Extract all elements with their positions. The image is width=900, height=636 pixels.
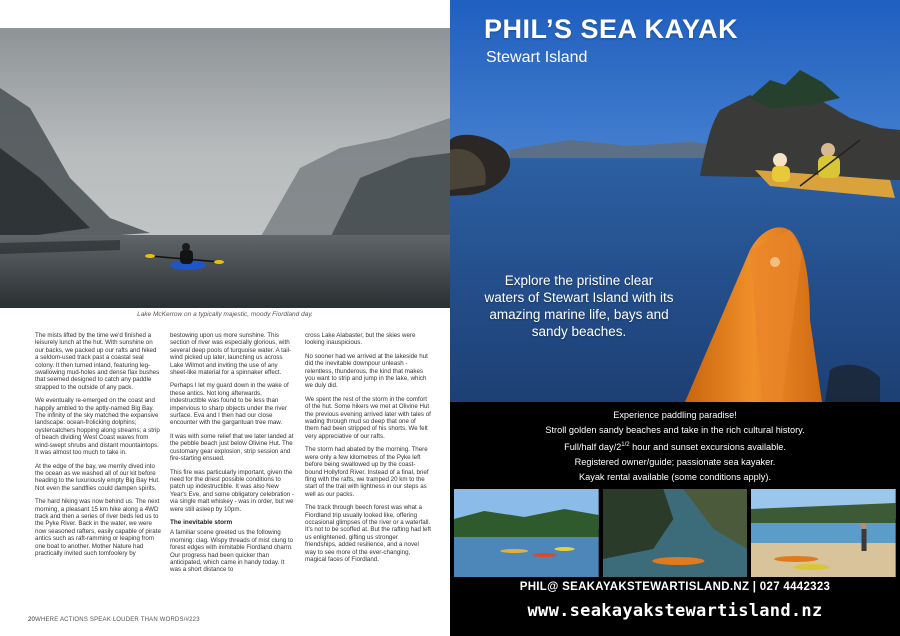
- advert-contact: PHIL@ SEAKAYAKSTEWARTISLAND.NZ | 027 4442323: [519, 581, 831, 593]
- article-column-3: [305, 332, 431, 604]
- advert-tagline: Explore the pristine clear waters of Stewart Island with its amazing marine life, bays and sandy beaches.: [484, 273, 674, 339]
- info-line: Experience paddling paradise!: [613, 410, 737, 420]
- page-number: 20: [28, 617, 36, 623]
- paragraph: At the edge of the bay, we merrily dived into the ocean as we washed all of our kit before heading to the luxuriously empty Big Bay Hut. Not even the sandflies could dampen spirits.: [35, 462, 160, 492]
- paragraph: We eventually re-emerged on the coast and happily ambled to the aptly-named Big Bay. The infinity of the sky matched the expansive landscape: ocean-frolicking dolphins; oystercatchers hopping along streams; a strip of beach dividing West Coast waves from wind-swept shrubs and distant mountaintops. It was almost too much to take in.: [35, 397, 160, 457]
- paragraph: bestowing upon us more sunshine. This section of river was especially glorious, with several deep pools of turquoise water. A tail-wind picked up later, launching us across Lake Wilmot and inviting the use of any sheet-like material for a spinnaker effect.: [170, 332, 292, 377]
- paragraph: The mists lifted by the time we'd finished a leisurely lunch at the hut. With sunshine on our backs, we packed up our rafts and hiked a seldom-used track past a coastal seal colony. It then turned inland, featuring leg-swallowing mud-holes and dense flax bushes that seemed designed to catch any paddle strapped to the outside of any pack.: [35, 332, 160, 391]
- advert-info-block: [450, 402, 900, 487]
- info-line: Registered owner/guide; passionate sea kayaker.: [574, 457, 776, 468]
- advert-website[interactable]: www.seakayakstewartisland.nz: [527, 601, 823, 621]
- info-line: Kayak rental available (some conditions apply).: [578, 472, 772, 483]
- paragraph: The track through beech forest was what a Fiordland trip usually looked like, offering occasional glimpses of the river or a waterfall. It's not to be scoffed at. But the rafting had left us enlightened, gifting us stronger friendships, added resilience, and a novel way to see more of the ever-changing, magical faces of Fiordland.: [305, 504, 431, 563]
- article-column-1: [35, 332, 161, 604]
- paragraph: The storm had abated by the morning. There were only a few kilometres of the Pyke left before being swallowed up by the coast-bound Hollyford River. Instead of a final, brief fling with the rafts, we tramped 20 km to the start of the trail with lightness in our steps as well as our packs.: [305, 446, 429, 498]
- paragraph: The hard hiking was now behind us. The next morning, a pleasant 15 km hike along a 4WD track and then a series of river beds led us to the Pyke River. Back in the water, we were now seasoned rafters, easily capable of pirate antics such as raft-ramming or leaping from one boat to another. Mother Nature had practically invited such tomfoolery by: [35, 498, 161, 557]
- section-heading: The inevitable storm: [170, 518, 233, 526]
- advert-subtitle: Stewart Island: [486, 49, 588, 66]
- thumbnail-kayakers-bay: [454, 489, 599, 577]
- advert-thumbnails: [454, 489, 896, 577]
- paragraph: This fire was particularly important, given the need for the driest possible conditions to patch up indestructible. It was also New Year's Eve, and some obligatory celebration - via single malt whiskey - was in order, but we were still asleep by 10pm.: [170, 468, 295, 513]
- info-line: Stroll golden sandy beaches and take in the rich cultural history.: [545, 425, 805, 435]
- paragraph: We spent the rest of the storm in the comfort of the hut. Some hikers we met at Olivine Hut the previous evening arrived later with tales of wading through mud so deep that one of them had been stripped of his shorts. We felt very appreciative of our rafts.: [305, 395, 431, 440]
- advert-title: PHIL’S SEA KAYAK: [484, 14, 739, 44]
- info-line: [450, 438, 900, 455]
- article-column-2: [170, 332, 296, 604]
- paragraph: It was with some relief that we later landed at the pebble beach just below Olivine Hut. The customary gear explosion, strip session and fire-starting ensued.: [170, 432, 294, 463]
- superscript-fraction: 1/2: [621, 442, 630, 448]
- info-line-start: Full/half day/2: [564, 442, 622, 453]
- article-columns: [35, 332, 431, 604]
- lake-mckerrow-photo: [0, 28, 450, 308]
- info-line-rest: hour and sunset excursions available.: [629, 442, 786, 453]
- folio-text: WHERE ACTIONS SPEAK LOUDER THAN WORDS/#223: [35, 617, 200, 623]
- paragraph: No sooner had we arrived at the lakeside hut did the inevitable downpour unleash - relentless, thunderous, the kind that makes you want to strip and jump in the lake, which we duly did.: [305, 352, 428, 390]
- paragraph: A familiar scene greeted us the following morning: clag. Wispy threads of mist clung to forest edges with inimitable Fiordland charm. Our progress had been quicker than anticipated, which came in handy today. It was a short distance to: [170, 529, 294, 574]
- kayak-hero-photo: [450, 0, 900, 402]
- photo-caption: Lake McKerrow on a typically majestic, moody Fiordland day.: [137, 311, 313, 318]
- thumbnail-illustration: [603, 489, 748, 577]
- lake-photo-illustration: [0, 28, 450, 308]
- paragraph: cross Lake Alabaster, but the skies were looking inauspicious.: [305, 332, 416, 347]
- thumbnail-illustration: [751, 489, 896, 577]
- page-folio: [28, 617, 200, 623]
- thumbnail-illustration: [454, 489, 599, 577]
- thumbnail-beach-kayaks: [751, 489, 896, 577]
- advert-page: [450, 0, 900, 636]
- paragraph: Perhaps I let my guard down in the wake of these antics. Not long afterwards, indestructible was found to be less than impervious to sharp objects under the river surface. Eva and I then had our close encounter with the gargantuan tree maw.: [170, 382, 289, 427]
- thumbnail-kayak-cove: [603, 489, 748, 577]
